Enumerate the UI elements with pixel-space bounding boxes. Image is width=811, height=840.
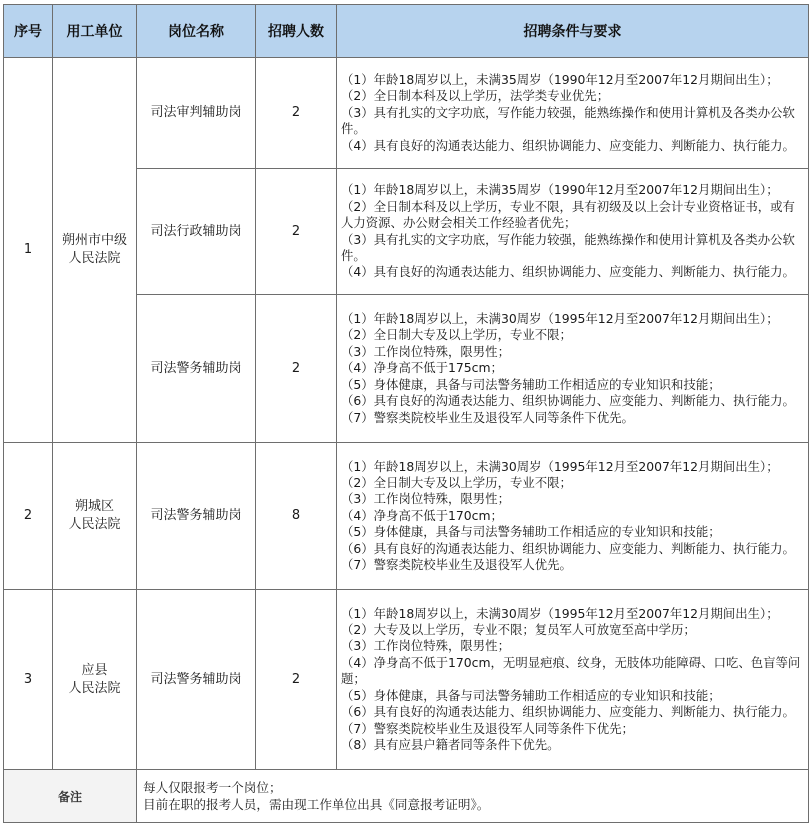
requirement-item: （6）具有良好的沟通表达能力、组织协调能力、应变能力、判断能力、执行能力。 — [341, 393, 795, 409]
requirement-item: （5）身体健康，具备与司法警务辅助工作相适应的专业知识和技能； — [341, 687, 721, 703]
count-cell: 2 — [256, 58, 337, 169]
table-row — [4, 590, 809, 770]
header-row — [4, 5, 809, 58]
notes-cell — [137, 770, 809, 823]
employer-cell: 朔州市中级 人民法院 — [53, 58, 137, 443]
header-post: 岗位名称 — [137, 5, 256, 58]
requirements-cell — [337, 58, 809, 169]
requirements-cell — [337, 169, 809, 295]
requirement-item: （1）年龄18周岁以上，未满30周岁（1995年12月至2007年12月期间出生）； — [341, 458, 779, 474]
count-cell: 2 — [256, 590, 337, 770]
requirement-item: （3）具有扎实的文字功底，写作能力较强，能熟练操作和使用计算机及各类办公软件。 — [341, 104, 795, 137]
requirement-item: （5）身体健康，具备与司法警务辅助工作相适应的专业知识和技能； — [341, 376, 721, 392]
count-cell: 2 — [256, 169, 337, 295]
requirement-item: （6）具有良好的沟通表达能力、组织协调能力、应变能力、判断能力、执行能力。 — [341, 540, 795, 556]
requirement-item: （3）具有扎实的文字功底，写作能力较强，能熟练操作和使用计算机及各类办公软件。 — [341, 231, 795, 263]
header-count: 招聘人数 — [256, 5, 337, 58]
seq-cell: 1 — [4, 58, 53, 443]
requirement-item: （1）年龄18周岁以上，未满35周岁（1990年12月至2007年12月期间出生）； — [341, 71, 779, 87]
requirement-item: （1）年龄18周岁以上，未满30周岁（1995年12月至2007年12月期间出生）； — [341, 311, 779, 327]
header-requirements: 招聘条件与要求 — [337, 5, 809, 58]
header-seq: 序号 — [4, 5, 53, 58]
table-row — [4, 443, 809, 590]
requirement-item: （4）净身高不低于175cm； — [341, 360, 503, 376]
requirement-item: （3）工作岗位特殊，限男性； — [341, 343, 510, 359]
requirement-item: （1）年龄18周岁以上，未满30周岁（1995年12月至2007年12月期间出生）； — [341, 605, 779, 621]
requirements-cell — [337, 295, 809, 443]
notes-label: 备注 — [4, 770, 137, 823]
requirements-cell — [337, 590, 809, 770]
requirement-item: （7）警察类院校毕业生及退役军人同等条件下优先。 — [341, 409, 634, 425]
note-line: 目前在职的报考人员，需由现工作单位出具《同意报考证明》。 — [143, 797, 490, 812]
requirement-item: （3）工作岗位特殊，限男性； — [341, 491, 510, 507]
requirement-item: （2）全日制本科及以上学历，法学类专业优先； — [341, 88, 610, 104]
requirement-item: （2）全日制大专及以上学历，专业不限； — [341, 474, 572, 490]
header-employer: 用工单位 — [53, 5, 137, 58]
requirement-item: （7）警察类院校毕业生及退役军人优先。 — [341, 557, 572, 573]
requirement-item: （8）具有应县户籍者同等条件下优先。 — [341, 736, 560, 752]
post-name-cell: 司法警务辅助岗 — [137, 590, 256, 770]
count-cell: 8 — [256, 443, 337, 590]
requirements-cell — [337, 443, 809, 590]
requirement-item: （4）净身高不低于170cm，无明显疤痕、纹身，无肢体功能障碍、口吃、色盲等问题； — [341, 654, 801, 687]
requirement-item: （2）大专及以上学历，专业不限；复员军人可放宽至高中学历； — [341, 622, 696, 638]
employer-cell: 朔城区 人民法院 — [53, 443, 137, 590]
requirement-item: （4）具有良好的沟通表达能力、组织协调能力、应变能力、判断能力、执行能力。 — [341, 264, 795, 280]
requirement-item: （4）净身高不低于170cm； — [341, 507, 503, 523]
employer-cell: 应县 人民法院 — [53, 590, 137, 770]
post-name-cell: 司法行政辅助岗 — [137, 169, 256, 295]
post-name-cell: 司法警务辅助岗 — [137, 295, 256, 443]
recruitment-table — [3, 4, 809, 823]
note-line: 每人仅限报考一个岗位； — [143, 780, 282, 795]
requirement-item: （2）全日制本科及以上学历，专业不限，具有初级及以上会计专业资格证书，或有人力资源、办公财会相关工作经验者优先； — [341, 198, 795, 231]
requirement-item: （1）年龄18周岁以上，未满35周岁（1990年12月至2007年12月期间出生）； — [341, 182, 779, 198]
requirement-item: （5）身体健康，具备与司法警务辅助工作相适应的专业知识和技能； — [341, 524, 721, 540]
post-name-cell: 司法警务辅助岗 — [137, 443, 256, 590]
table-row — [4, 58, 809, 169]
requirement-item: （7）警察类院校毕业生及退役军人同等条件下优先； — [341, 720, 634, 736]
notes-row — [4, 770, 809, 823]
seq-cell: 3 — [4, 590, 53, 770]
requirement-item: （2）全日制大专及以上学历，专业不限； — [341, 327, 572, 343]
post-name-cell: 司法审判辅助岗 — [137, 58, 256, 169]
count-cell: 2 — [256, 295, 337, 443]
requirement-item: （6）具有良好的沟通表达能力、组织协调能力、应变能力、判断能力、执行能力。 — [341, 704, 795, 720]
requirement-item: （4）具有良好的沟通表达能力、组织协调能力、应变能力、判断能力、执行能力。 — [341, 137, 795, 153]
requirement-item: （3）工作岗位特殊，限男性； — [341, 638, 510, 654]
seq-cell: 2 — [4, 443, 53, 590]
